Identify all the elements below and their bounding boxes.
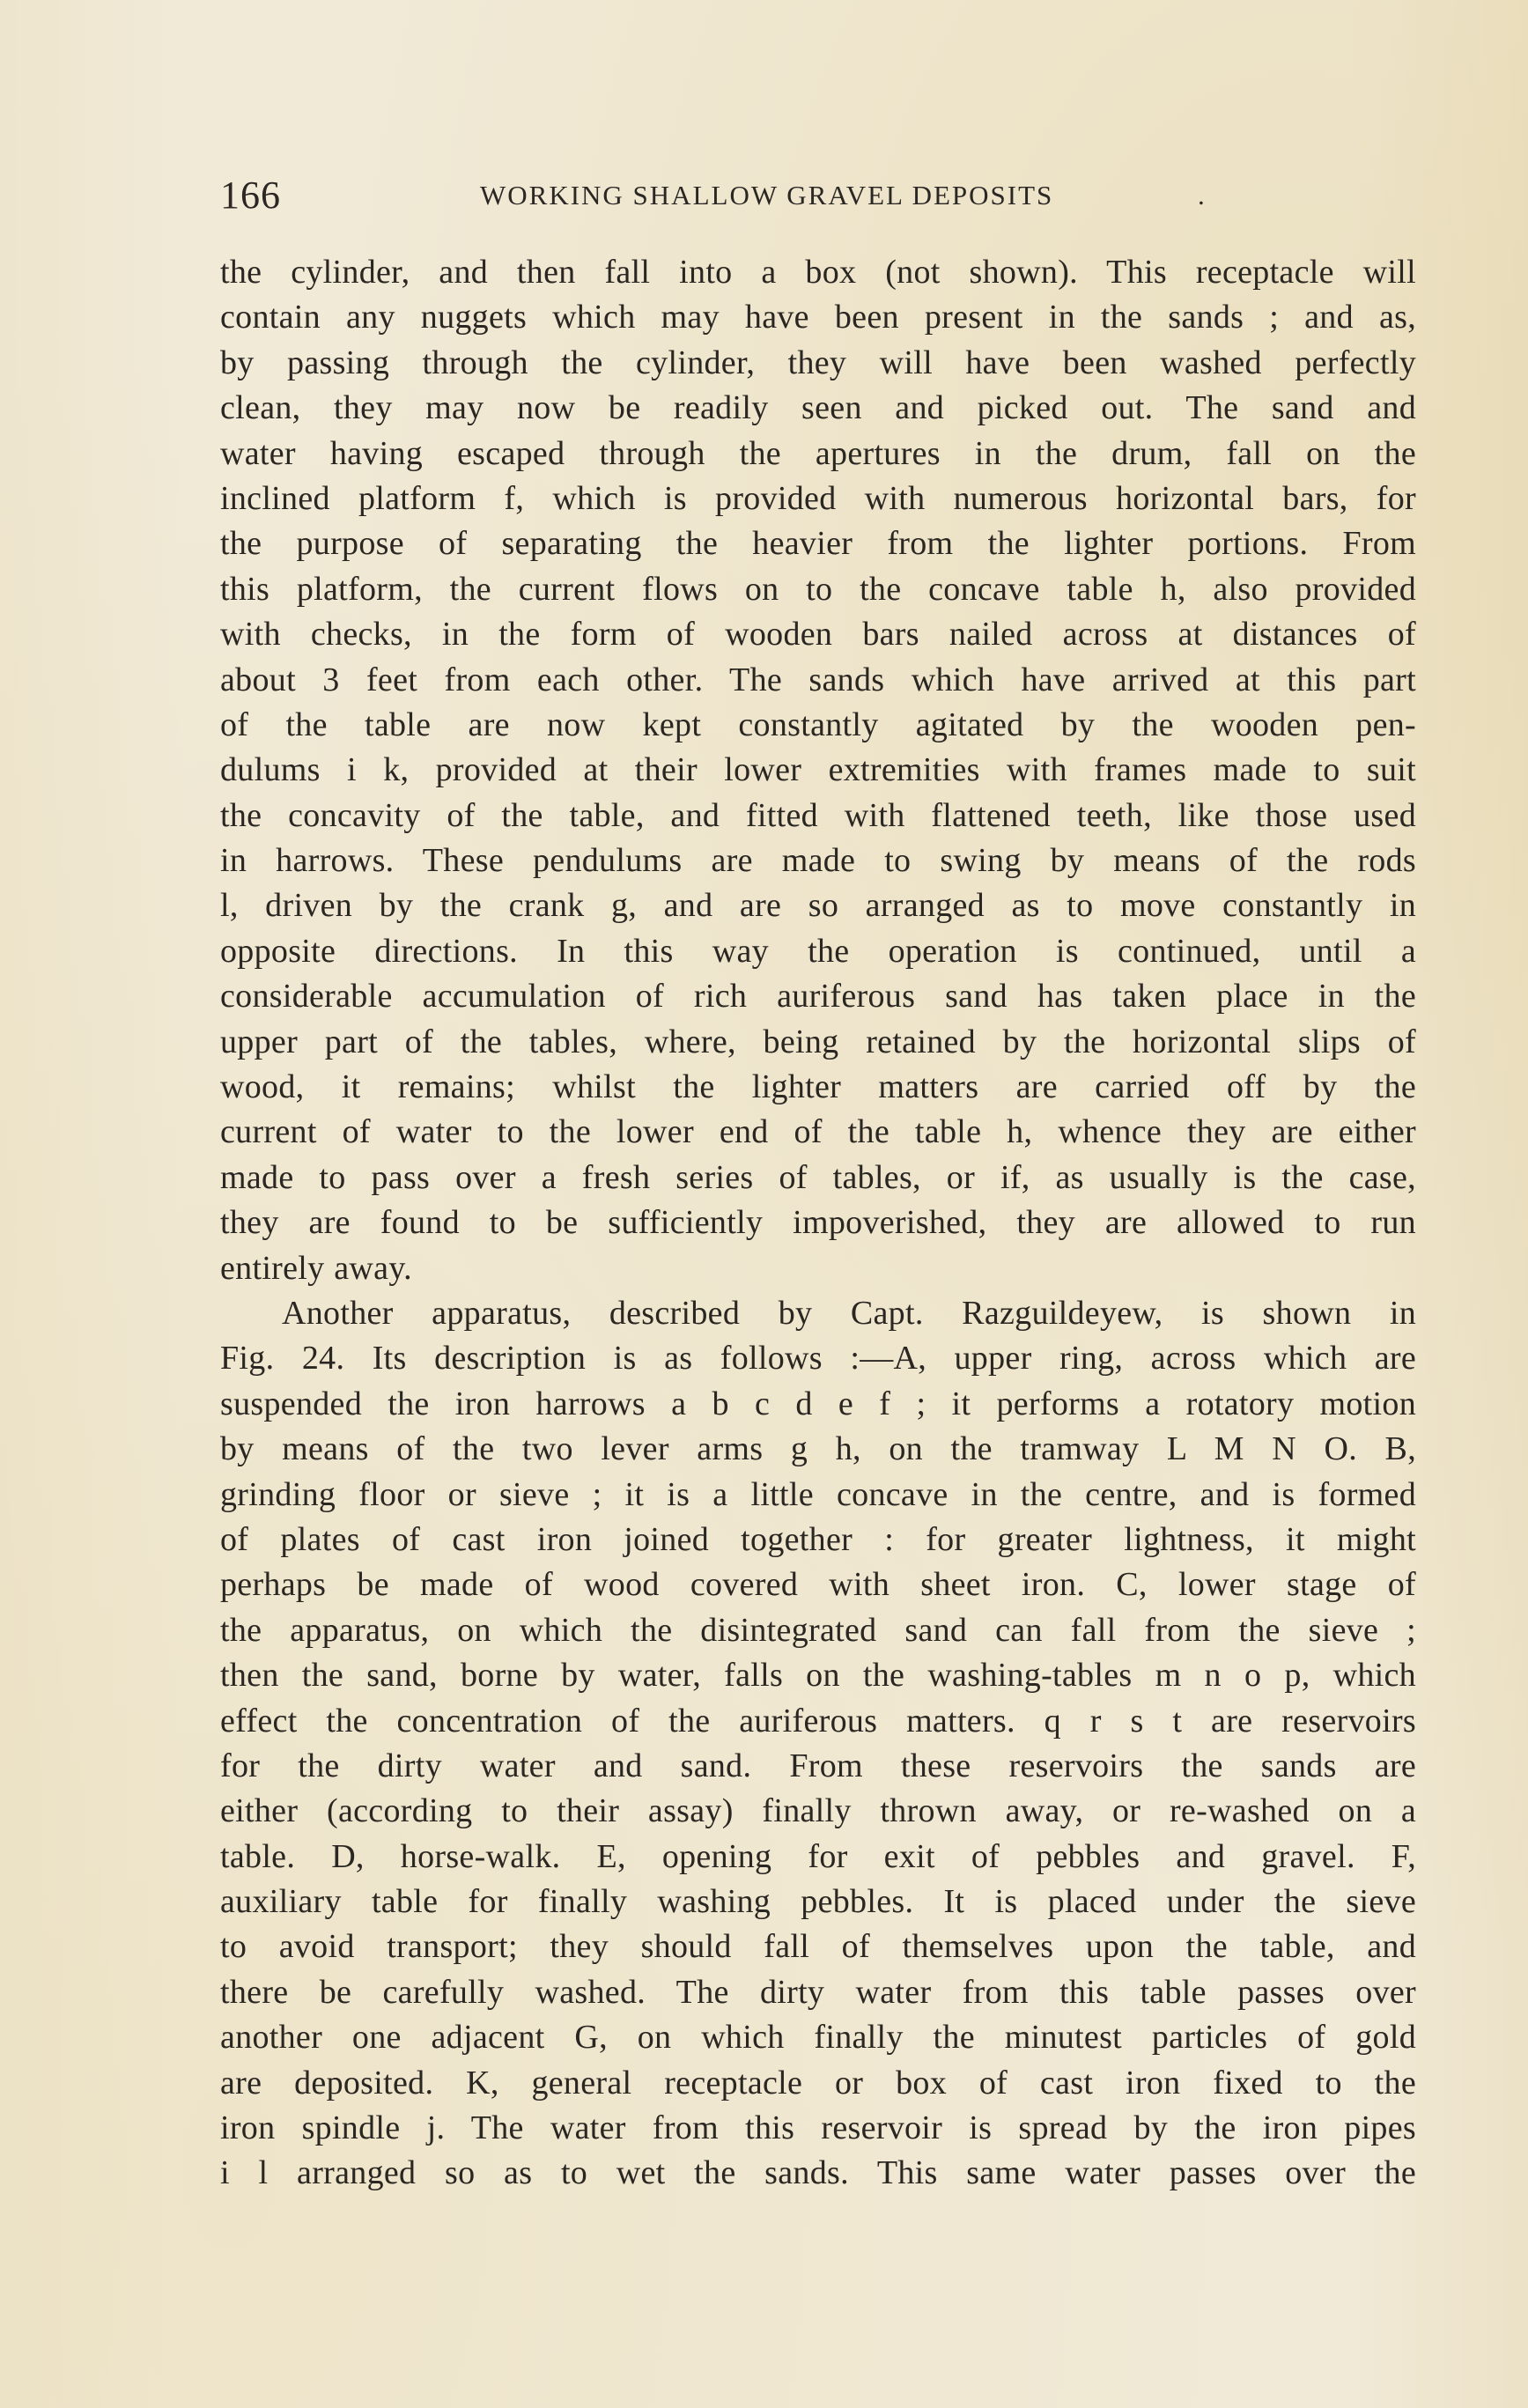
text-line: water having escaped through the apertures in the drum, fall on the	[220, 434, 1416, 472]
text-line: effect the concentration of the auriferous matters. q r s t are reservoirs	[220, 1702, 1416, 1740]
text-line: by means of the two lever arms g h, on the tramway L M N O. B,	[220, 1430, 1416, 1468]
text-line: wood, it remains; whilst the lighter matters are carried off by the	[220, 1068, 1416, 1106]
text-line: auxiliary table for finally washing pebbles. It is placed under the sieve	[220, 1883, 1416, 1921]
text-line: the cylinder, and then fall into a box (not shown). This receptacle will	[220, 254, 1416, 291]
text-line: to avoid transport; they should fall of themselves upon the table, and	[220, 1928, 1416, 1966]
running-head-mark: .	[1198, 180, 1205, 211]
text-line: then the sand, borne by water, falls on the washing-tables m n o p, which	[220, 1657, 1416, 1695]
text-line: the apparatus, on which the disintegrated sand can fall from the sieve ;	[220, 1611, 1416, 1649]
text-line: by passing through the cylinder, they will have been washed perfectly	[220, 343, 1416, 381]
text-line: the concavity of the table, and fitted with flattened teeth, like those used	[220, 796, 1416, 834]
text-line: clean, they may now be readily seen and picked out. The sand and	[220, 389, 1416, 427]
text-line: considerable accumulation of rich auriferous sand has taken place in the	[220, 978, 1416, 1016]
text-line: of the table are now kept constantly agitated by the wooden pen-	[220, 705, 1416, 743]
paragraph-end-line: entirely away.	[220, 1249, 412, 1287]
text-line: perhaps be made of wood covered with sheet iron. C, lower stage of	[220, 1566, 1416, 1604]
text-line: opposite directions. In this way the operation is continued, until a	[220, 932, 1416, 970]
paragraph-start-line: Another apparatus, described by Capt. Razguildeyew, is shown in	[282, 1294, 1416, 1332]
running-head	[220, 173, 1224, 217]
text-line: for the dirty water and sand. From these reservoirs the sands are	[220, 1747, 1416, 1784]
text-line: current of water to the lower end of the table h, whence they are either	[220, 1113, 1416, 1151]
text-line: table. D, horse-walk. E, opening for exit of pebbles and gravel. F,	[220, 1837, 1416, 1875]
page-number: 166	[220, 174, 281, 217]
text-line: are deposited. K, general receptacle or box of cast iron fixed to the	[220, 2064, 1416, 2101]
text-line: l, driven by the crank g, and are so arranged as to move constantly in	[220, 887, 1416, 925]
text-line: contain any nuggets which may have been present in the sands ; and as,	[220, 299, 1416, 336]
text-line: there be carefully washed. The dirty water from this table passes over	[220, 1973, 1416, 2011]
text-line: i l arranged so as to wet the sands. This same water passes over the	[220, 2154, 1416, 2192]
text-line: iron spindle j. The water from this reservoir is spread by the iron pipes	[220, 2109, 1416, 2147]
text-line: Fig. 24. Its description is as follows :—A, upper ring, across which are	[220, 1340, 1416, 1378]
text-line: this platform, the current flows on to the concave table h, also provided	[220, 570, 1416, 608]
running-title: WORKING SHALLOW GRAVEL DEPOSITS	[480, 180, 1054, 211]
text-line: grinding floor or sieve ; it is a little concave in the centre, and is formed	[220, 1475, 1416, 1513]
text-line: inclined platform f, which is provided with numerous horizontal bars, for	[220, 479, 1416, 517]
text-line: dulums i k, provided at their lower extremities with frames made to suit	[220, 751, 1416, 789]
text-line: either (according to their assay) finally thrown away, or re-washed on a	[220, 1792, 1416, 1830]
text-line: they are found to be sufficiently impoverished, they are allowed to run	[220, 1204, 1416, 1242]
text-line: another one adjacent G, on which finally the minutest particles of gold	[220, 2019, 1416, 2057]
text-line: with checks, in the form of wooden bars nailed across at distances of	[220, 616, 1416, 654]
text-line: of plates of cast iron joined together : for greater lightness, it might	[220, 1520, 1416, 1558]
text-line: made to pass over a fresh series of tables, or if, as usually is the case,	[220, 1158, 1416, 1196]
text-line: in harrows. These pendulums are made to swing by means of the rods	[220, 842, 1416, 880]
text-line: suspended the iron harrows a b c d e f ; it performs a rotatory motion	[220, 1385, 1416, 1422]
body-text	[220, 250, 1416, 2197]
text-line: about 3 feet from each other. The sands which have arrived at this part	[220, 661, 1416, 698]
text-line: the purpose of separating the heavier from the lighter portions. From	[220, 525, 1416, 563]
text-line: upper part of the tables, where, being retained by the horizontal slips of	[220, 1023, 1416, 1060]
